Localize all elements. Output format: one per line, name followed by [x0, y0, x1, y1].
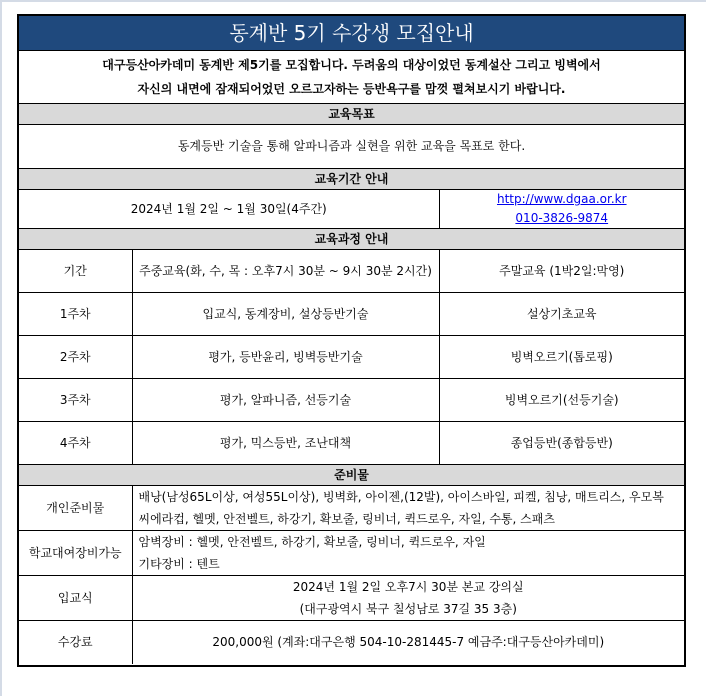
website-link[interactable]: http://www.dgaa.or.kr	[496, 192, 627, 206]
phone-link[interactable]: 010-3826-9874	[515, 211, 609, 225]
course-weekday: 입교식, 동계장비, 설상등반기술	[132, 293, 439, 336]
course-row-label: 3주차	[19, 379, 132, 422]
course-row	[19, 422, 684, 465]
intro-line-1: 대구등산아카데미 동계반 제5기를 모집합니다. 두려움의 대상이었던 동계설산 그리고 빙벽에서	[102, 58, 601, 72]
rental-equipment-label: 학교대여장비가능	[19, 531, 132, 576]
intro-line-2: 자신의 내면에 잠재되어었던 오르고자하는 등반욕구를 맘껏 펼쳐보시기 바랍니다.	[137, 82, 566, 96]
course-row	[19, 293, 684, 336]
section-header-goal: 교육목표	[19, 104, 684, 125]
course-weekday: 평가, 알파니즘, 선등기술	[132, 379, 439, 422]
course-weekend: 빙벽오르기(톱로핑)	[439, 336, 684, 379]
contact-cell	[439, 190, 684, 229]
page-title: 동계반 5기 수강생 모집안내	[19, 16, 684, 51]
intro-text	[19, 51, 684, 104]
course-weekday: 주중교육(화, 수, 목 : 오후7시 30분 ~ 9시 30분 2시간)	[132, 250, 439, 293]
personal-supplies-label: 개인준비물	[19, 486, 132, 531]
course-weekend: 설상기초교육	[439, 293, 684, 336]
course-weekend: 종업등반(종합등반)	[439, 422, 684, 465]
course-weekday: 평가, 믹스등반, 조난대책	[132, 422, 439, 465]
course-weekday: 평가, 등반윤리, 빙벽등반기술	[132, 336, 439, 379]
period-dates: 2024년 1월 2일 ~ 1월 30일(4주간)	[19, 190, 439, 229]
course-row-label: 1주차	[19, 293, 132, 336]
rental-equipment-line: 암벽장비 : 헬멧, 안전벨트, 하강기, 확보줄, 링비너, 퀵드로우, 자일	[138, 535, 486, 549]
fee-label: 수강료	[19, 621, 132, 664]
course-row-label: 2주차	[19, 336, 132, 379]
entrance-label: 입교식	[19, 576, 132, 621]
window-edge-top	[0, 0, 706, 2]
entrance-details	[132, 576, 684, 621]
section-header-course: 교육과정 안내	[19, 229, 684, 250]
personal-supplies-list	[132, 486, 684, 531]
course-row-label: 4주차	[19, 422, 132, 465]
rental-equipment-list	[132, 531, 684, 576]
goal-text: 동계등반 기술을 통해 알파니즘과 실현을 위한 교육을 목표로 한다.	[19, 125, 684, 169]
personal-supplies-line: 씨에라컵, 헬멧, 안전벨트, 하강기, 확보줄, 링비너, 퀵드로우, 자일, 수통, 스패츠	[138, 512, 555, 526]
window-edge-left	[0, 0, 2, 696]
course-row	[19, 336, 684, 379]
fee-details: 200,000원 (계좌:대구은행 504-10-281445-7 예금주:대구등산아카데미)	[132, 621, 684, 664]
course-row	[19, 250, 684, 293]
course-row-label: 기간	[19, 250, 132, 293]
course-row	[19, 379, 684, 422]
entrance-date: 2024년 1월 2일 오후7시 30분 본교 강의실	[292, 580, 524, 594]
personal-supplies-line: 배낭(남성65L이상, 여성55L이상), 빙벽화, 아이젠,(12발), 아이스바일, 피켈, 침낭, 매트리스, 우모복	[138, 490, 664, 504]
entrance-address: (대구광역시 북구 칠성남로 37길 35 3층)	[299, 602, 517, 616]
section-header-period: 교육기간 안내	[19, 169, 684, 190]
rental-equipment-line: 기타장비 : 텐트	[138, 557, 220, 571]
recruitment-sheet	[17, 14, 686, 667]
recruitment-table	[19, 16, 684, 664]
course-weekend: 주말교육 (1박2일:막영)	[439, 250, 684, 293]
section-header-supplies: 준비물	[19, 465, 684, 486]
course-weekend: 빙벽오르기(선등기술)	[439, 379, 684, 422]
